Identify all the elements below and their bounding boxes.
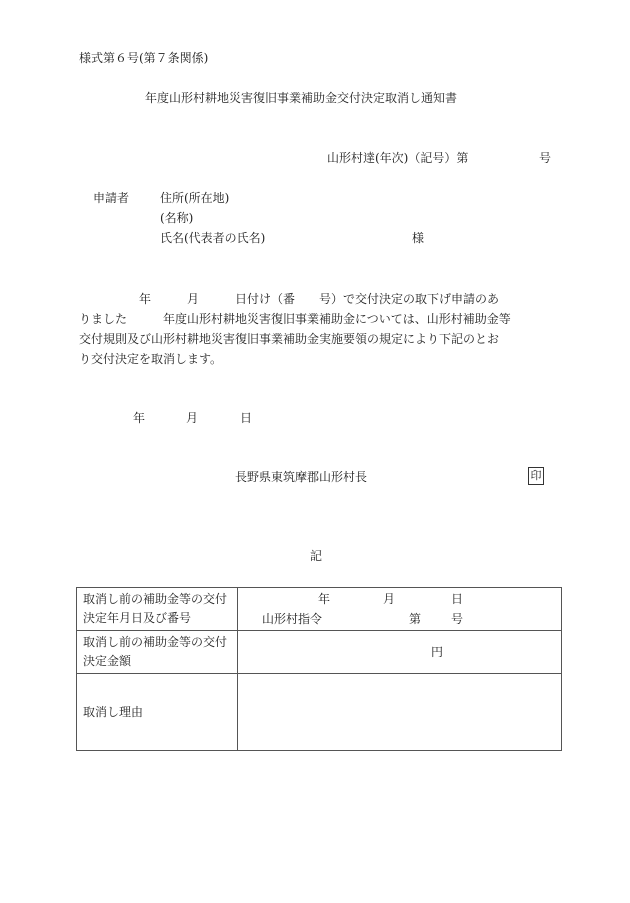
directive-number-suffix: 号 xyxy=(451,612,464,626)
table-row xyxy=(77,588,562,631)
body-line: 交付規則及び山形村耕地災害復旧事業補助金実施要領の規定により下記のとお xyxy=(79,332,500,346)
document-reference-suffix: 号 xyxy=(539,151,552,165)
applicant-name-label: (名称) xyxy=(160,211,194,225)
date-month: 月 xyxy=(186,411,199,425)
applicant-address-label: 住所(所在地) xyxy=(160,191,230,205)
table-row xyxy=(77,674,562,751)
applicant-label: 申請者 xyxy=(93,191,130,205)
date-day: 日 xyxy=(240,411,253,425)
decision-year-unit: 年 xyxy=(318,592,331,606)
directive-number-prefix: 第 xyxy=(409,612,422,626)
date-year: 年 xyxy=(133,411,146,425)
directive-label: 山形村指令 xyxy=(262,612,323,626)
document-reference-prefix: 山形村達(年次)（記号）第 xyxy=(327,151,469,165)
yen-unit: 円 xyxy=(431,645,444,659)
table-row xyxy=(77,631,562,674)
table-label-cancel-reason: 取消し理由 xyxy=(77,674,238,751)
body-paragraph xyxy=(79,289,557,369)
table-value-cancel-reason xyxy=(238,674,562,751)
decision-month-unit: 月 xyxy=(383,592,396,606)
table-value-decision-amount xyxy=(238,631,562,674)
table-label-decision-date: 取消し前の補助金等の交付決定年月日及び番号 xyxy=(77,588,238,631)
document-title: 年度山形村耕地災害復旧事業補助金交付決定取消し通知書 xyxy=(145,91,458,105)
body-line: りました 年度山形村耕地災害復旧事業補助金については、山形村補助金等 xyxy=(79,312,511,326)
seal-stamp: 印 xyxy=(528,467,544,485)
cancellation-details-table xyxy=(76,587,562,751)
honorific: 様 xyxy=(412,231,425,245)
table-value-decision-date xyxy=(238,588,562,631)
form-number: 様式第６号(第７条関係) xyxy=(79,51,209,65)
body-line: 年 月 日付け（番 号）で交付決定の取下げ申請のあ xyxy=(79,292,500,306)
body-line: り交付決定を取消します。 xyxy=(79,352,223,366)
record-heading: 記 xyxy=(310,549,323,563)
decision-day-unit: 日 xyxy=(451,592,464,606)
issuer: 長野県東筑摩郡山形村長 xyxy=(235,470,368,484)
applicant-representative-label: 氏名(代表者の氏名) xyxy=(160,231,266,245)
table-label-decision-amount: 取消し前の補助金等の交付決定金額 xyxy=(77,631,238,674)
